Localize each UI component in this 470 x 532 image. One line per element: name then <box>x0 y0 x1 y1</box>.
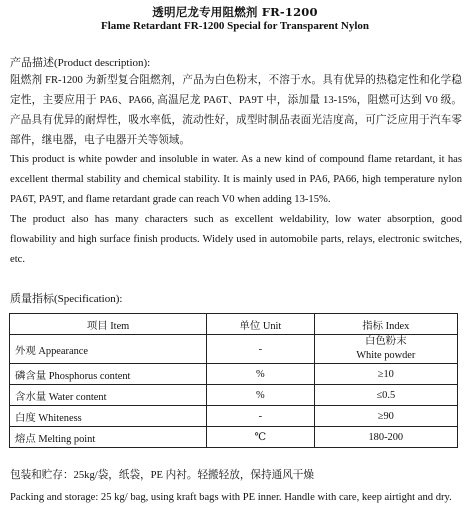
description-english-1: This product is white powder and insoluble in water. As a new kind of compound flame retardant, it has excellent thermal stability and chemical stability. It is mainly used in PA6, PA66, high temperature nylon PA6T, PA9T, and flame retardant grade can reach V0 when adding 13-15%. <box>10 154 462 205</box>
description-chinese: 阻燃剂 FR-1200 为新型复合阻燃剂，产品为白色粉末，不溶于水。具有优异的热稳定性和化学稳定性，主要应用于 PA6、PA66, 高温尼龙 PA6T、PA9T 中，添加量 13-15%，阻燃可达到 V0 级。产品具有优异的耐焊性，吸水率低，流动性好，成型时制品表面光洁度高，可广泛应用于汽车零部件，继电器，电子电器开关等领域。 <box>10 75 462 146</box>
row-index: ≥10 <box>314 364 457 385</box>
row-item: 白度 Whiteness <box>10 406 207 427</box>
title-chinese: 透明尼龙专用阻燃剂 FR-1200 <box>152 5 318 19</box>
row-unit: - <box>207 335 315 364</box>
table-row <box>10 427 458 448</box>
specification-table <box>9 313 458 448</box>
title-english: Flame Retardant FR-1200 Special for Transparent Nylon <box>100 20 370 32</box>
description-english-2: The product also has many characters such as excellent weldability, low water absorption, good flowability and high surface finish products. Widely used in automobile parts, relays, electronic switches, etc. <box>10 214 462 265</box>
table-row <box>10 364 458 385</box>
row-item: 外观 Appearance <box>10 335 207 364</box>
row-item: 磷含量 Phosphorus content <box>10 364 207 385</box>
table-header-row <box>10 314 458 335</box>
specification-label: 质量指标(Specification): <box>10 293 123 305</box>
packing-english: Packing and storage: 25 kg/ bag, using kraft bags with PE inner. Handle with care, keep airtight and dry. <box>10 492 452 503</box>
row-index <box>314 335 457 364</box>
row-unit: % <box>207 385 315 406</box>
packing-chinese: 包装和贮存：25kg/袋，纸袋，PE 内衬。轻搬轻放，保持通风干燥 <box>10 470 314 481</box>
row-item: 熔点 Melting point <box>10 427 207 448</box>
description-label: 产品描述(Product description): <box>10 57 151 69</box>
header-item: 项目 Item <box>10 314 207 335</box>
row-item: 含水量 Water content <box>10 385 207 406</box>
row-unit: ℃ <box>207 427 315 448</box>
header-index: 指标 Index <box>314 314 457 335</box>
row-index: ≥90 <box>314 406 457 427</box>
table-row <box>10 335 458 364</box>
row-index: 180-200 <box>314 427 457 448</box>
row-unit: % <box>207 364 315 385</box>
table-row <box>10 406 458 427</box>
row-index: ≤0.5 <box>314 385 457 406</box>
row-index-line1: 白色粉末 <box>365 336 407 347</box>
row-unit: - <box>207 406 315 427</box>
table-row <box>10 385 458 406</box>
header-unit: 单位 Unit <box>207 314 315 335</box>
row-index-line2: White powder <box>356 350 416 361</box>
